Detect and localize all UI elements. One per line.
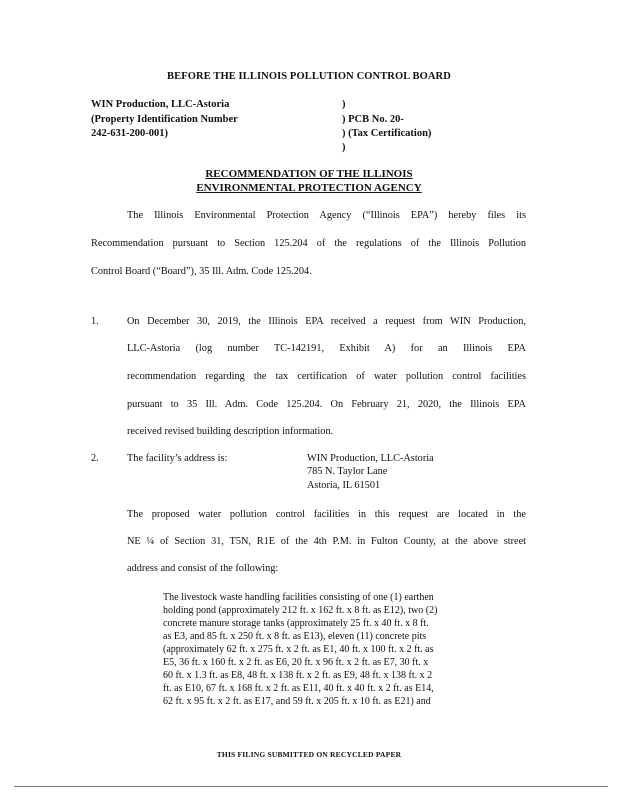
para1-line-4: pursuant to 35 Ill. Adm. Code 125.204. On February 21, 2020, the Illinois EPA (127, 399, 526, 410)
document-title-line-2: ENVIRONMENTAL PROTECTION AGENCY (196, 182, 422, 194)
intro-line-1: The Illinois Environmental Protection Agency (“Illinois EPA”) hereby files its (127, 210, 526, 221)
board-heading: BEFORE THE ILLINOIS POLLUTION CONTROL BOARD (167, 71, 451, 82)
caption-paren-4: ) (342, 142, 346, 153)
block-quote-line-5: (approximately 62 ft. x 275 ft. x 2 ft. as E1, 40 ft. x 100 ft. x 2 ft. as (163, 644, 434, 655)
block-quote-line-1: The livestock waste handling facilities consisting of one (1) earthen (163, 592, 434, 603)
para1-line-2: LLC-Astoria (log number TC-142191, Exhibit A) for an Illinois EPA (127, 343, 526, 354)
caption-paren-1: ) (342, 99, 346, 110)
caption-pcb-number: ) PCB No. 20- (342, 114, 404, 125)
para1-line-1: On December 30, 2019, the Illinois EPA received a request from WIN Production, (127, 316, 526, 327)
para2-line-1: The proposed water pollution control facilities in this request are located in the (127, 509, 526, 520)
address-line-3: Astoria, IL 61501 (307, 480, 381, 491)
caption-party-line-2: (Property Identification Number (91, 114, 238, 125)
block-quote-line-9: 62 ft. x 95 ft. x 2 ft. as E17, and 59 ft. x 205 ft. x 10 ft. as E21) and (163, 696, 431, 707)
block-quote-line-8: ft. as E10, 67 ft. x 168 ft. x 2 ft. as E11, 40 ft. x 40 ft. x 2 ft. as E14, (163, 683, 434, 694)
para1-number: 1. (91, 316, 99, 327)
block-quote-line-4: as E3, and 85 ft. x 250 ft. x 8 ft. as E13), eleven (11) concrete pits (163, 631, 427, 642)
para2-line-2: NE ¼ of Section 31, T5N, R1E of the 4th P.M. in Fulton County, at the above street (127, 536, 526, 547)
para2-label: The facility’s address is: (127, 453, 228, 464)
address-line-2: 785 N. Taylor Lane (307, 466, 388, 477)
para1-line-3: recommendation regarding the tax certification of water pollution control facilities (127, 371, 526, 382)
intro-line-3: Control Board (“Board”), 35 Ill. Adm. Code 125.204. (91, 266, 312, 277)
caption-tax-certification: ) (Tax Certification) (342, 128, 432, 139)
block-quote-line-7: 60 ft. x 1.3 ft. as E8, 48 ft. x 138 ft. x 2 ft. as E9, 48 ft. x 138 ft. x 2 (163, 670, 433, 681)
para1-line-5: received revised building description information. (127, 426, 334, 437)
block-quote-line-3: concrete manure storage tanks (approximately 25 ft. x 40 ft. x 8 ft. (163, 618, 429, 629)
page-bottom-edge (14, 786, 608, 787)
para2-line-3: address and consist of the following: (127, 563, 279, 574)
para2-number: 2. (91, 453, 99, 464)
document-title-line-1: RECOMMENDATION OF THE ILLINOIS (205, 168, 413, 180)
block-quote-line-2: holding pond (approximately 212 ft. x 162 ft. x 8 ft. as E12), two (2) (163, 605, 438, 616)
block-quote-line-6: E5, 36 ft. x 160 ft. x 2 ft. as E6, 20 ft. x 96 ft. x 2 ft. as E7, 30 ft. x (163, 657, 429, 668)
intro-line-2: Recommendation pursuant to Section 125.204 of the regulations of the Illinois Pollution (91, 238, 526, 249)
address-line-1: WIN Production, LLC-Astoria (307, 453, 434, 464)
caption-party-line-3: 242-631-200-001) (91, 128, 168, 139)
recycled-paper-footer: THIS FILING SUBMITTED ON RECYCLED PAPER (216, 750, 402, 759)
caption-party-line-1: WIN Production, LLC-Astoria (91, 99, 230, 110)
